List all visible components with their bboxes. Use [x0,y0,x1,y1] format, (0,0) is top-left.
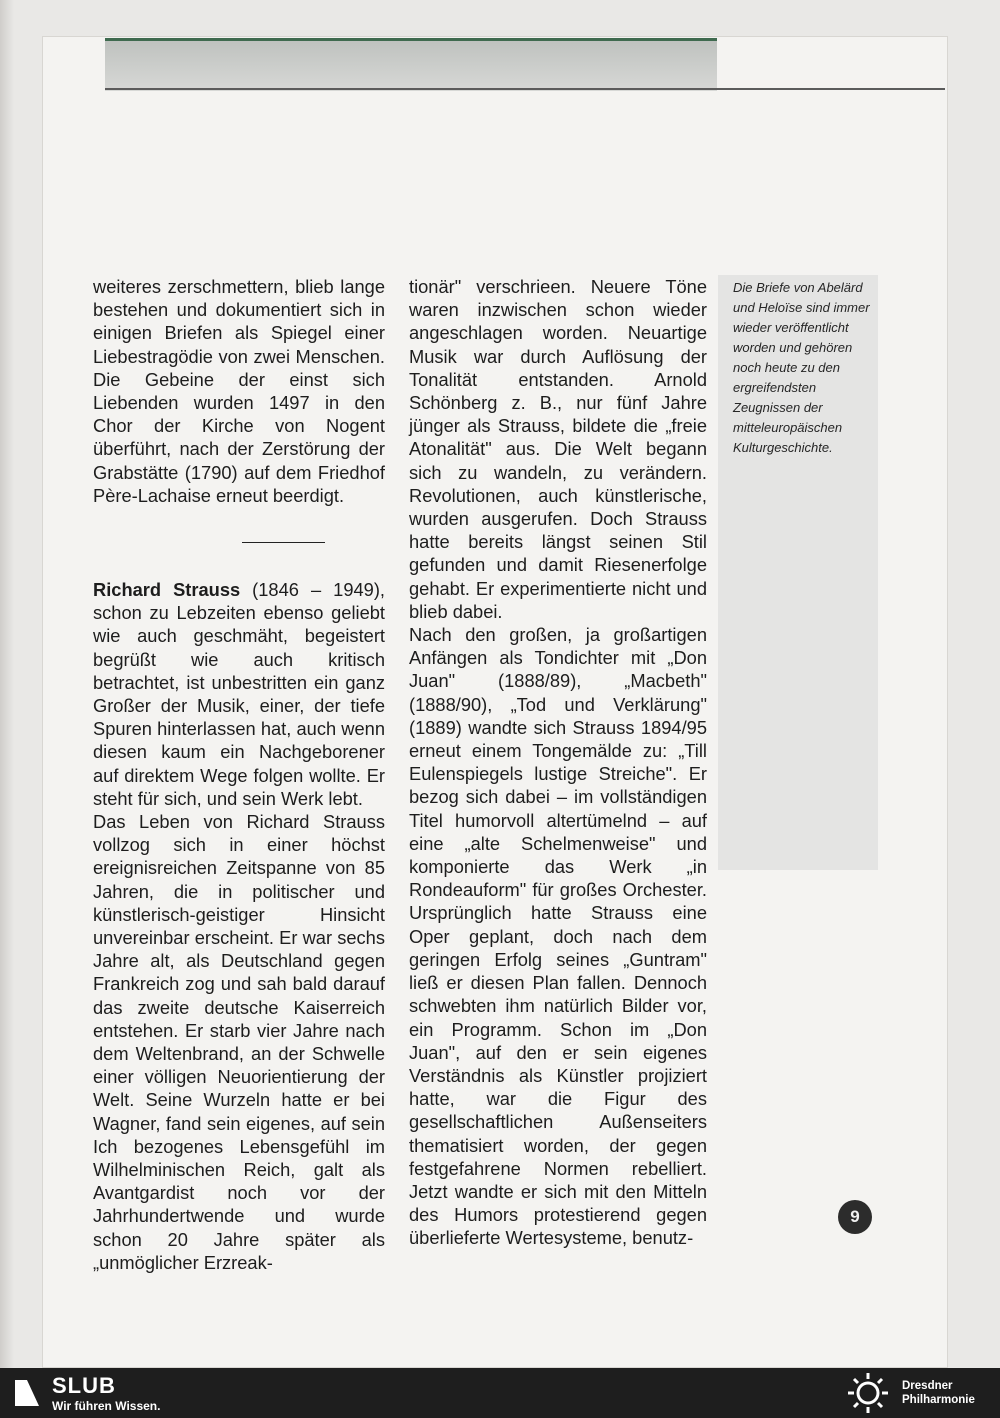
philharmonie-logo-icon [841,1371,895,1415]
page-number: 9 [838,1200,872,1234]
header-band [105,38,717,91]
footer-bar [0,1368,1000,1418]
slub-logo-icon [11,1378,43,1408]
section-divider [242,542,325,543]
left-column-continued [93,578,385,1274]
left-paragraph-3: Das Leben von Richard Strauss vollzog sich in einer höchst ereignisreichen Zeitspanne von 85 Jahren, die in politischer und künstlerisch-geistiger Hinsicht unvereinbar erscheint. Er war sechs Jahre alt, als Deutschland gegen Frankreich zog und sah bald darauf das zweite deutsche Kaiserreich entstehen. Er starb vier Jahre nach dem Weltenbrand, an der Schwelle einer völligen Neuorientierung der Welt. Seine Wurzeln hatte er bei Wagner, fand sein eigenes, auf sein Ich bezogenes Lebensgefühl im Wilhelminischen Reich, galt als Avantgardist noch vor der Jahrhundertwende und wurde schon 20 Jahre später als „unmöglicher Erzreak- [93,811,385,1273]
philharmonie-line-2: Philharmonie [902,1394,975,1406]
philharmonie-line-1: Dresdner [902,1380,953,1392]
strauss-name: Richard Strauss [93,579,241,600]
middle-column [409,275,707,1250]
slub-tagline: Wir führen Wissen. [52,1399,161,1413]
left-paragraph-1: weiteres zerschmettern, blieb lange bestehen und dokumentiert sich in einigen Briefen als Spiegel einer Liebestragödie von zwei Menschen. Die Gebeine der einst sich Liebenden wurden 1497 in den Chor der Kirche von Nogent überführt, nach der Zerstörung der Grabstätte (1790) auf dem Friedhof Père-Lachaise erneut beerdigt. [93,276,385,506]
page-spine-edge [0,0,14,1368]
philharmonie-name [902,1379,975,1407]
middle-paragraph-2: Nach den großen, ja großartigen Anfängen als Tondichter mit „Don Juan" (1888/89), „Macbeth" (1888/90), „Tod und Verklärung" (1889) wandte sich Strauss 1894/95 erneut einem Tongemälde zu: „Till Eulenspiegels lustige Streiche". Er bezog sich dabei – im vollständigen Titel humorvoll altertümelnd – auf eine „alte Schelmenweise" und komponierte das Werk „in Rondeauform" für großes Orchester. Ursprünglich hatte Strauss eine Oper geplant, doch nach dem geringen Erfolg seines „Guntram" ließ er diesen Plan fallen. Dennoch schwebten ihm natürlich Bilder vor, ein Programm. Schon im „Don Juan", auf den er sein eigenes Verständnis als Künstler projiziert hatte, war die Figur des gesellschaftlichen Außenseiters thematisiert worden, der gegen festgefahrene Normen rebelliert. Jetzt wandte er sich mit den Mitteln des Humors protestierend gegen überlieferte Wertesysteme, benutz- [409,624,707,1249]
strauss-intro-paragraph [93,578,385,810]
slub-title: SLUB [52,1373,116,1398]
left-column [93,275,385,507]
sidebar-caption: Die Briefe von Abelärd und Heloïse sind immer wieder veröffentlicht worden und gehören noch heute zu den ergreifendsten Zeugnissen der mitteleuropäischen Kulturgeschichte. [733,280,870,455]
strauss-intro-text: (1846 – 1949), schon zu Lebzeiten ebenso geliebt wie auch geschmäht, begeistert begrüßt wie auch kritisch betrachtet, ist unbestritten ein ganz Großer der Musik, einer, der tiefe Spuren hinterlassen hat, auch wenn diesen kaum ein Nachgeborener auf direktem Wege folgen wollte. Er steht für sich, und sein Werk lebt. [93,579,385,809]
header-rule [105,88,945,90]
middle-paragraph-1: tionär" verschrieen. Neuere Töne waren inzwischen schon wieder angeschlagen worden. Neuartige Musik war durch Auflösung der Tonalität entstanden. Arnold Schönberg z. B., nur fünf Jahre jünger als Strauss, bildete die „freie Atonalität" aus. Die Welt begann sich zu wandeln, zu verändern. Revolutionen, auch künstlerische, wurden ausgerufen. Doch Strauss hatte bereits längst seinen Stil gefunden und damit Riesenerfolge gehabt. Er experimentierte nicht und blieb dabei. [409,276,707,622]
